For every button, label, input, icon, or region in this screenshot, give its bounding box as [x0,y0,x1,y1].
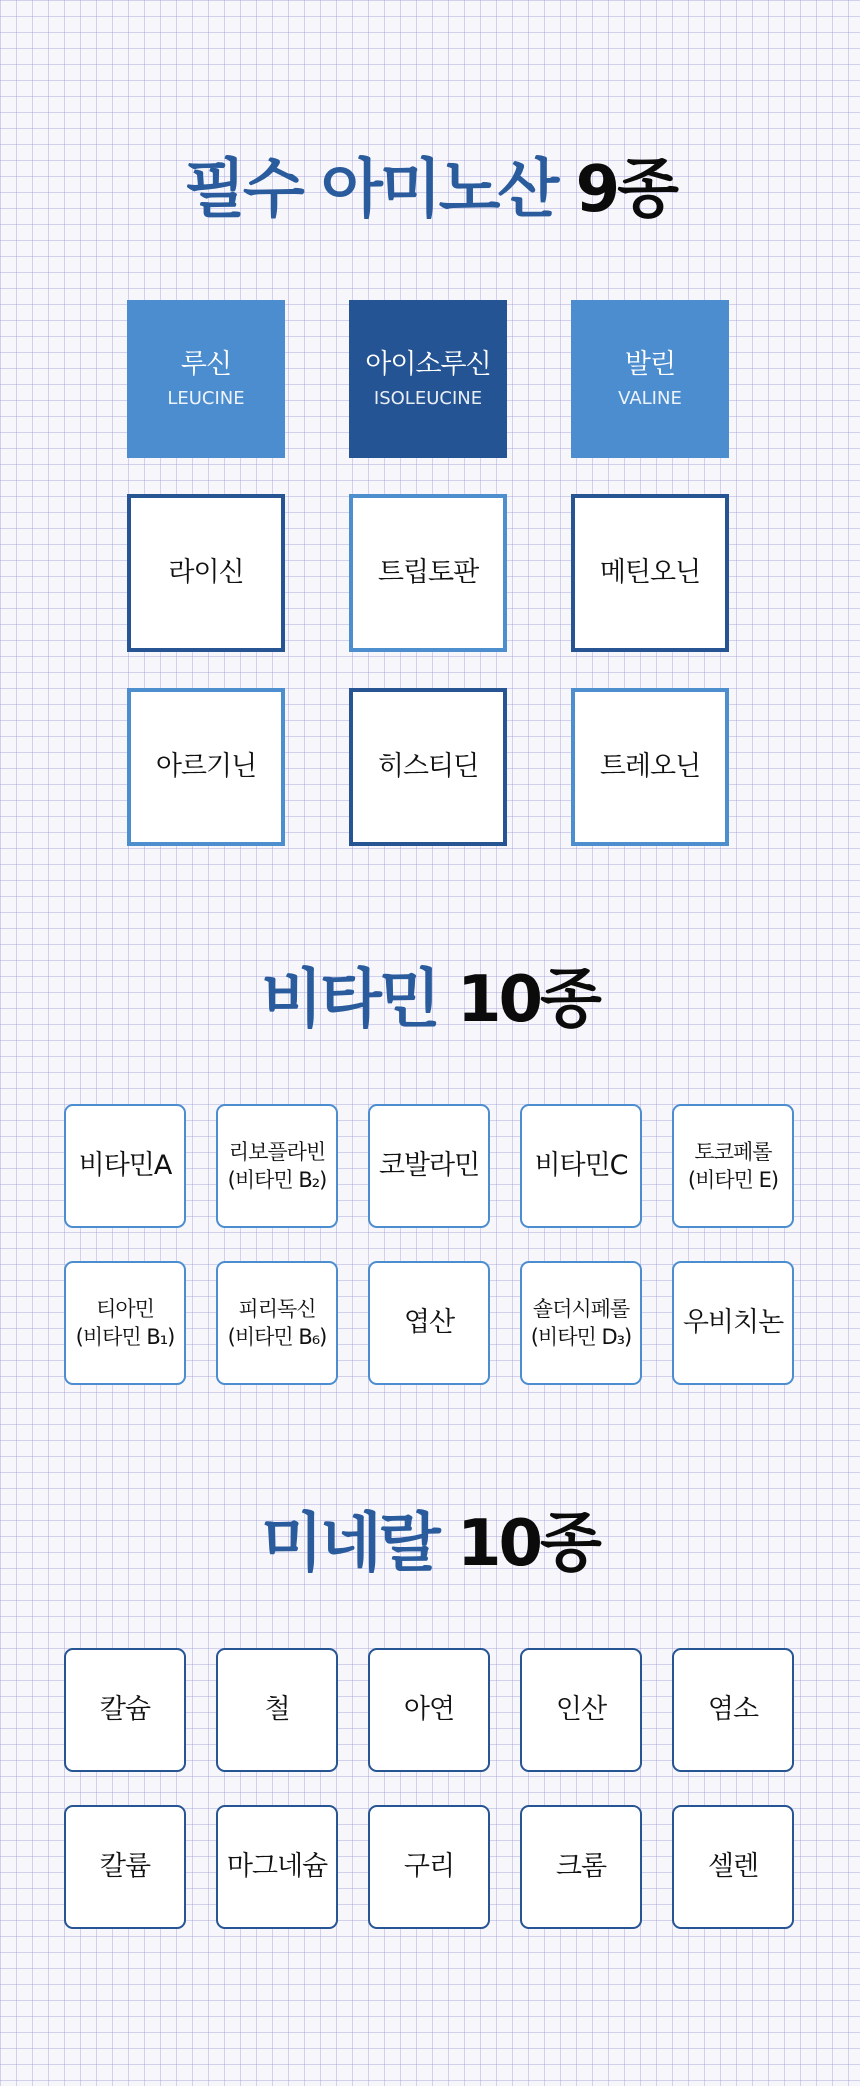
vitamin-alias: (비타민 B₆) [227,1325,327,1349]
vitamin-grid [64,1104,794,1385]
amino-name: 메틴오닌 [599,556,701,588]
vitamin-card [520,1261,642,1385]
amino-name: 트레오닌 [599,750,701,782]
vitamin-title-highlight: 비타민 [261,963,438,1037]
vitamin-name: 비타민C [534,1149,628,1181]
amino-tile [127,688,285,846]
vitamin-name: 티아민 [96,1296,154,1321]
amino-featured-english: LEUCINE [167,387,245,409]
amino-name: 트립토판 [377,556,479,588]
vitamin-alias: (비타민 E) [687,1168,779,1192]
vitamin-card [64,1104,186,1228]
vitamin-card [216,1104,338,1228]
mineral-name: 크롬 [555,1850,607,1882]
mineral-grid [64,1648,794,1929]
vitamin-title-count: 10종 [456,963,599,1037]
amino-name: 아르기닌 [155,750,257,782]
amino-tile [127,494,285,652]
vitamin-card [64,1261,186,1385]
amino-featured-name: 발린 [624,349,676,381]
mineral-name: 칼슘 [99,1693,151,1725]
mineral-name: 염소 [707,1693,759,1725]
vitamin-card [216,1261,338,1385]
amino-tile [349,688,507,846]
mineral-name: 철 [264,1693,290,1725]
vitamin-alias: (비타민 B₁) [75,1325,175,1349]
mineral-card [368,1805,490,1929]
mineral-card [672,1648,794,1772]
vitamin-name: 코발라민 [378,1149,480,1181]
amino-featured-tile [349,300,507,458]
mineral-name: 인산 [555,1693,607,1725]
amino-featured-tile [571,300,729,458]
mineral-card [64,1648,186,1772]
mineral-card [216,1648,338,1772]
vitamin-card [672,1261,794,1385]
vitamin-alias: (비타민 D₃) [530,1325,632,1349]
mineral-name: 구리 [403,1850,455,1882]
mineral-title-highlight: 미네랄 [261,1507,438,1581]
amino-tile [349,494,507,652]
amino-featured-name: 아이소루신 [365,349,491,381]
mineral-card [520,1805,642,1929]
amino-acid-grid [127,300,729,846]
amino-section-title [0,153,860,227]
vitamin-name: 토코페롤 [694,1139,772,1164]
amino-featured-english: ISOLEUCINE [373,387,483,409]
mineral-name: 아연 [403,1693,455,1725]
mineral-name: 마그네슘 [226,1850,328,1882]
vitamin-card [368,1104,490,1228]
mineral-name: 칼륨 [99,1850,151,1882]
amino-featured-english: VALINE [618,387,682,409]
mineral-name: 셀렌 [707,1850,759,1882]
vitamin-name: 피리독신 [238,1296,316,1321]
vitamin-name: 엽산 [403,1306,455,1338]
vitamin-card [368,1261,490,1385]
mineral-card [672,1805,794,1929]
mineral-card [520,1648,642,1772]
amino-featured-tile [127,300,285,458]
vitamin-name: 리보플라빈 [228,1139,326,1164]
vitamin-name: 비타민A [78,1149,172,1181]
mineral-section-title [0,1507,860,1581]
vitamin-card [520,1104,642,1228]
amino-title-count: 9종 [575,153,676,227]
amino-tile [571,688,729,846]
amino-name: 히스티딘 [377,750,479,782]
mineral-card [368,1648,490,1772]
vitamin-name: 숄더시페롤 [532,1296,630,1321]
vitamin-name: 우비치논 [682,1306,784,1338]
amino-name: 라이신 [168,556,244,588]
amino-tile [571,494,729,652]
mineral-card [216,1805,338,1929]
amino-featured-name: 루신 [180,349,232,381]
vitamin-section-title [0,963,860,1037]
mineral-card [64,1805,186,1929]
vitamin-alias: (비타민 B₂) [227,1168,327,1192]
amino-title-highlight: 필수 아미노산 [184,153,557,227]
vitamin-card [672,1104,794,1228]
mineral-title-count: 10종 [456,1507,599,1581]
